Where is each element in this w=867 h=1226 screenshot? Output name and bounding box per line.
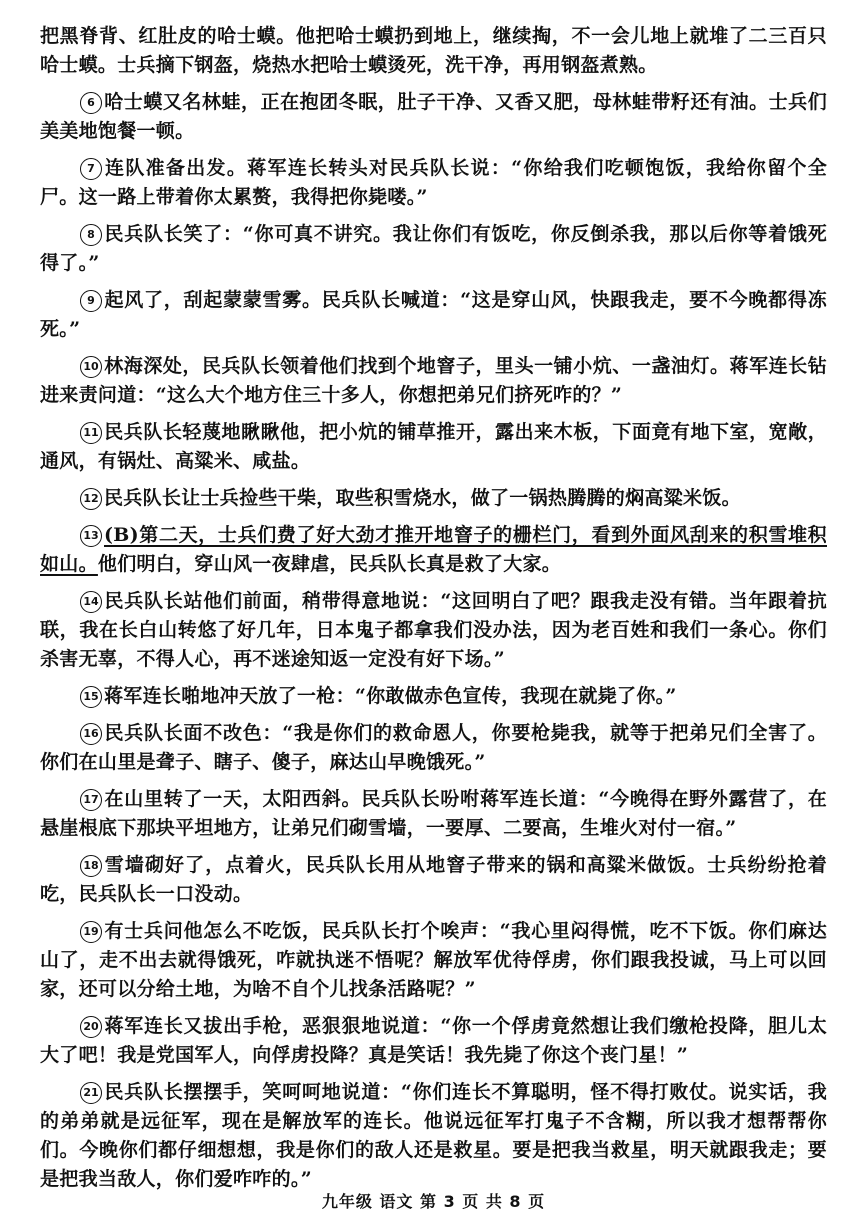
paragraph-11	[40, 418, 827, 476]
underlined-sentence-b: (B)第二天，士兵们费了好大劲才推开地窨子的栅栏门，看到外面风刮来的积雪堆积如山。	[40, 524, 827, 575]
paragraph-number-badge: 19	[80, 921, 102, 943]
paragraph-text: 把黑脊背、红肚皮的哈士蟆。他把哈士蟆扔到地上，继续掏，不一会儿地上就堆了二三百只哈士蟆。士兵摘下钢盔，烧热水把哈士蟆烫死，洗干净，再用钢盔煮熟。	[40, 25, 827, 76]
paragraph-text: 有士兵问他怎么不吃饭，民兵队长打个唉声：“我心里闷得慌，吃不下饭。你们麻达山了，走不出去就得饿死，咋就执迷不悟呢？解放军优待俘虏，你们跟我投诚，马上可以回家，还可以分给土地，为啥不自个儿找条活路呢？”	[40, 920, 827, 1000]
paragraph-number-badge: 21	[80, 1082, 102, 1104]
paragraph-text: 蒋军连长又拔出手枪，恶狠狠地说道：“你一个俘虏竟然想让我们缴枪投降，胆儿太大了吧！我是党国军人，向俘虏投降？真是笑话！我先毙了你这个丧门星！”	[40, 1015, 827, 1066]
paragraph-19	[40, 917, 827, 1004]
paragraph-text: 民兵队长笑了：“你可真不讲究。我让你们有饭吃，你反倒杀我，那以后你等着饿死得了。”	[40, 223, 827, 274]
paragraph-number-badge: 6	[80, 92, 102, 114]
paragraph-number-badge: 7	[80, 158, 102, 180]
paragraph-10	[40, 352, 827, 410]
paragraph-number-badge: 8	[80, 224, 102, 246]
paragraph-8	[40, 220, 827, 278]
paragraph-number-badge: 20	[80, 1016, 102, 1038]
paragraph-number-badge: 15	[80, 686, 102, 708]
paragraph-20	[40, 1012, 827, 1070]
paragraph-15	[40, 682, 827, 711]
paragraph-number-badge: 9	[80, 290, 102, 312]
paragraph-number-badge: 16	[80, 723, 102, 745]
paragraph-16	[40, 719, 827, 777]
paragraph-number-badge: 17	[80, 789, 102, 811]
paragraph-7	[40, 154, 827, 212]
paragraph-number-badge: 18	[80, 855, 102, 877]
paragraph-5-continued	[40, 22, 827, 80]
paragraph-21	[40, 1078, 827, 1194]
paragraph-text: 在山里转了一天，太阳西斜。民兵队长吩咐蒋军连长道：“今晚得在野外露营了，在悬崖根底下那块平坦地方，让弟兄们砌雪墙，一要厚、二要高，生堆火对付一宿。”	[40, 788, 827, 839]
paragraph-text: 民兵队长让士兵捡些干柴，取些积雪烧水，做了一锅热腾腾的焖高粱米饭。	[104, 487, 741, 509]
paragraph-number-badge: 14	[80, 591, 102, 613]
paragraph-text: 民兵队长轻蔑地瞅瞅他，把小炕的铺草推开，露出来木板，下面竟有地下室，宽敞，通风，有锅灶、高粱米、咸盐。	[40, 421, 827, 472]
paragraph-number-badge: 12	[80, 488, 102, 510]
paragraph-17	[40, 785, 827, 843]
paragraph-number-badge: 11	[80, 422, 102, 444]
paragraph-12	[40, 484, 827, 513]
paragraph-text: 民兵队长站他们前面，稍带得意地说：“这回明白了吧？跟我走没有错。当年跟着抗联，我在长白山转悠了好几年，日本鬼子都拿我们没办法，因为老百姓和我们一条心。你们杀害无辜，不得人心，再不迷途知返一定没有好下场。”	[40, 590, 827, 670]
paragraph-text: 哈士蟆又名林蛙，正在抱团冬眠，肚子干净、又香又肥，母林蛙带籽还有油。士兵们美美地饱餐一顿。	[40, 91, 827, 142]
paragraph-text: 起风了，刮起蒙蒙雪雾。民兵队长喊道：“这是穿山风，快跟我走，要不今晚都得冻死。”	[40, 289, 827, 340]
paragraph-text: 连队准备出发。蒋军连长转头对民兵队长说：“你给我们吃顿饱饭，我给你留个全尸。这一路上带着你太累赘，我得把你毙喽。”	[40, 157, 827, 208]
paragraph-number-badge: 10	[80, 356, 102, 378]
paragraph-6	[40, 88, 827, 146]
paragraph-text: 雪墙砌好了，点着火，民兵队长用从地窨子带来的锅和高粱米做饭。士兵纷纷抢着吃，民兵队长一口没动。	[40, 854, 827, 905]
paragraph-text: 民兵队长摆摆手，笑呵呵地说道：“你们连长不算聪明，怪不得打败仗。说实话，我的弟弟就是远征军，现在是解放军的连长。他说远征军打鬼子不含糊，所以我才想帮帮你们。今晚你们都仔细想想，我是你们的敌人还是救星。要是把我当救星，明天就跟我走；要是把我当敌人，你们爱咋咋的。”	[40, 1081, 827, 1190]
page-footer: 九年级 语文 第 3 页 共 8 页	[321, 1192, 546, 1211]
paragraph-18	[40, 851, 827, 909]
paragraph-14	[40, 587, 827, 674]
paragraph-text: 蒋军连长啪地冲天放了一枪：“你敢做赤色宣传，我现在就毙了你。”	[104, 685, 677, 707]
document-page	[40, 22, 827, 1206]
paragraph-13	[40, 521, 827, 579]
paragraph-9	[40, 286, 827, 344]
paragraph-text: 林海深处，民兵队长领着他们找到个地窨子，里头一铺小炕、一盏油灯。蒋军连长钻进来责问道：“这么大个地方住三十多人，你想把弟兄们挤死咋的？”	[40, 355, 827, 406]
paragraph-number-badge: 13	[80, 525, 102, 547]
paragraph-text: 他们明白，穿山风一夜肆虐，民兵队长真是救了大家。	[97, 553, 562, 575]
paragraph-text: 民兵队长面不改色：“我是你们的救命恩人，你要枪毙我，就等于把弟兄们全害了。你们在山里是聋子、瞎子、傻子，麻达山早晚饿死。”	[40, 722, 827, 773]
